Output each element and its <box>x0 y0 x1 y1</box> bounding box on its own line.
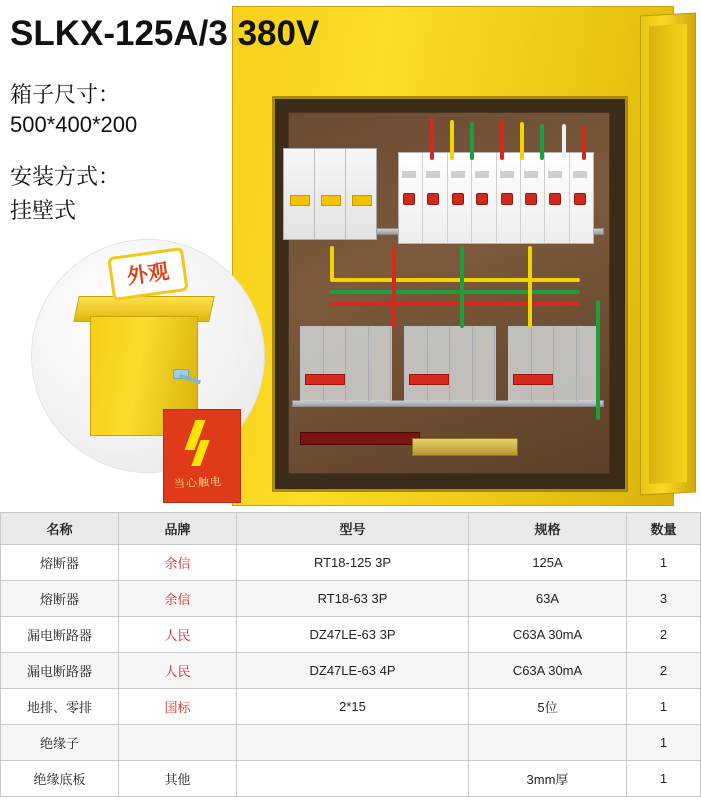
table-header-row <box>1 513 701 545</box>
cell-name: 熔断器 <box>1 581 119 617</box>
cell-model: RT18-125 3P <box>237 545 469 581</box>
cell-brand: 人民 <box>119 653 237 689</box>
cell-qty: 1 <box>627 689 701 725</box>
cell-brand <box>119 725 237 761</box>
cell-model <box>237 761 469 797</box>
warning-text: 当心触电 <box>173 476 223 491</box>
cell-model: DZ47LE-63 3P <box>237 617 469 653</box>
neutral-bar <box>412 438 518 456</box>
cell-spec: 63A <box>469 581 627 617</box>
cell-model: DZ47LE-63 4P <box>237 653 469 689</box>
mount-value: 挂壁式 <box>10 198 77 223</box>
cell-qty: 1 <box>627 725 701 761</box>
table-row <box>1 689 701 725</box>
cell-spec: C63A 30mA <box>469 617 627 653</box>
page-title: SLKX-125A/3 380V <box>10 14 320 53</box>
rcbo-group <box>404 326 496 402</box>
cell-model <box>237 725 469 761</box>
cabinet-door <box>640 13 696 496</box>
rcbo-row <box>300 326 600 402</box>
mcb-pole <box>472 153 496 243</box>
fuse-pole <box>315 149 346 239</box>
mcb-pole <box>448 153 472 243</box>
mcb-pole <box>399 153 423 243</box>
cell-model: RT18-63 3P <box>237 581 469 617</box>
cell-qty: 1 <box>627 545 701 581</box>
size-label: 箱子尺寸： <box>10 82 121 107</box>
cell-name: 漏电断路器 <box>1 653 119 689</box>
cell-brand: 国标 <box>119 689 237 725</box>
wire-red <box>582 126 586 160</box>
wire-green <box>460 246 464 328</box>
wire-red <box>392 246 396 328</box>
size-value: 500*400*200 <box>10 112 138 137</box>
cabinet-closed-body <box>90 316 223 491</box>
cell-name: 熔断器 <box>1 545 119 581</box>
cell-name: 绝缘子 <box>1 725 119 761</box>
table-row <box>1 725 701 761</box>
table-row <box>1 545 701 581</box>
mcb-pole <box>497 153 521 243</box>
wire-yellow <box>520 122 524 160</box>
cell-brand: 人民 <box>119 617 237 653</box>
wire-yellow <box>330 278 580 282</box>
wire-yellow <box>330 246 334 280</box>
cell-name: 绝缘底板 <box>1 761 119 797</box>
fuse-switch-block <box>283 148 377 240</box>
col-header-name: 名称 <box>1 513 119 545</box>
col-header-qty: 数量 <box>627 513 701 545</box>
cell-qty: 1 <box>627 761 701 797</box>
cell-name: 漏电断路器 <box>1 617 119 653</box>
wire-white <box>562 124 566 160</box>
cell-spec: 3mm厚 <box>469 761 627 797</box>
rcbo-group <box>300 326 392 402</box>
table-row <box>1 581 701 617</box>
mcb-pole <box>545 153 569 243</box>
table-row <box>1 617 701 653</box>
wire-yellow <box>450 120 454 160</box>
col-header-brand: 品牌 <box>119 513 237 545</box>
cell-brand: 其他 <box>119 761 237 797</box>
component-table <box>0 512 701 797</box>
cell-qty: 3 <box>627 581 701 617</box>
key-icon <box>179 374 201 385</box>
appearance-inset <box>32 240 264 491</box>
cell-spec: 125A <box>469 545 627 581</box>
cell-name: 地排、零排 <box>1 689 119 725</box>
component-table-wrapper <box>0 512 700 800</box>
wire-green <box>596 300 600 420</box>
cell-model: 2*15 <box>237 689 469 725</box>
ground-bar <box>300 432 420 445</box>
col-header-spec: 规格 <box>469 513 627 545</box>
cell-qty: 2 <box>627 617 701 653</box>
cell-brand: 余信 <box>119 581 237 617</box>
table-row <box>1 761 701 797</box>
wire-green <box>330 290 580 294</box>
mcb-pole <box>570 153 593 243</box>
col-header-model: 型号 <box>237 513 469 545</box>
table-row <box>1 653 701 689</box>
fuse-pole <box>284 149 315 239</box>
cell-spec <box>469 725 627 761</box>
cell-brand: 余信 <box>119 545 237 581</box>
wire-red <box>500 120 504 160</box>
mcb-pole <box>423 153 447 243</box>
rcbo-group <box>508 326 600 402</box>
wire-red <box>330 302 580 306</box>
mcb-bank <box>398 152 594 244</box>
mount-label: 安装方式： <box>10 164 121 189</box>
cabinet-door-inner <box>649 24 687 484</box>
appearance-badge: 外观 <box>107 247 188 301</box>
mcb-pole <box>521 153 545 243</box>
cell-spec: 5位 <box>469 689 627 725</box>
wire-yellow <box>528 246 532 328</box>
wire-green <box>540 124 544 160</box>
wire-green <box>470 122 474 160</box>
warning-panel <box>163 409 241 503</box>
cell-spec: C63A 30mA <box>469 653 627 689</box>
cell-qty: 2 <box>627 653 701 689</box>
wire-red <box>430 118 434 160</box>
fuse-pole <box>346 149 376 239</box>
